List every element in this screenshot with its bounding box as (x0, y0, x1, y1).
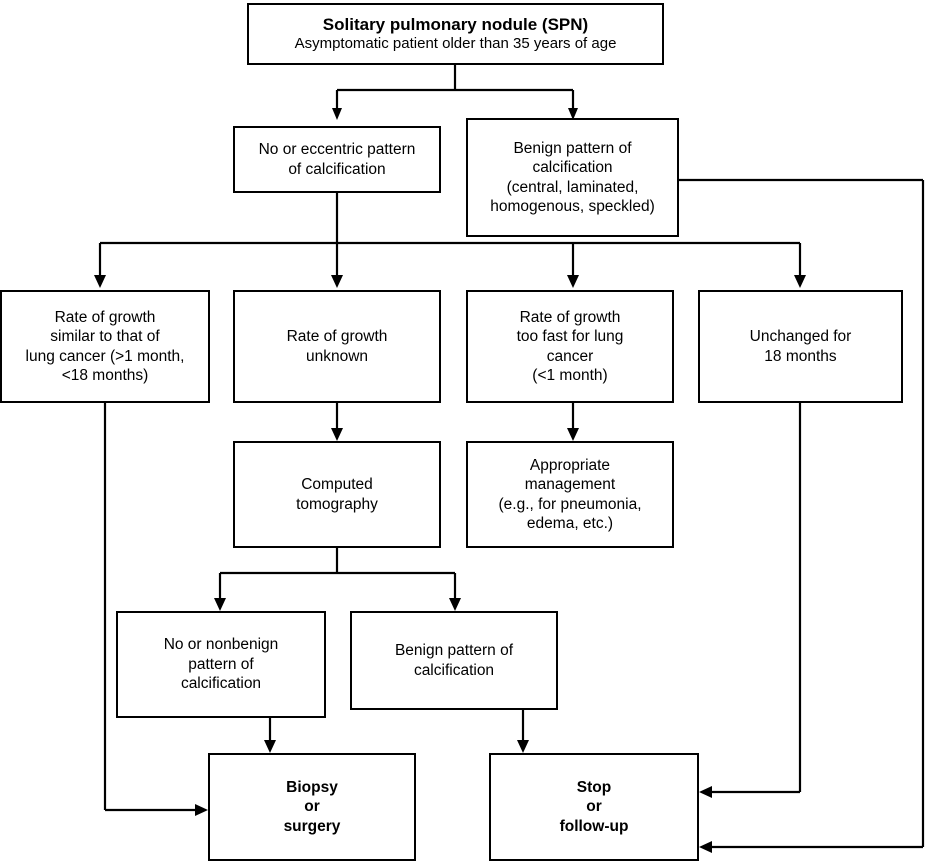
node-growth-unknown[interactable]: Rate of growth unknown (233, 290, 441, 403)
node-spn-title: Solitary pulmonary nodule (SPN) (322, 15, 589, 34)
node-spn[interactable] (247, 3, 664, 65)
node-computed-tomography[interactable]: Computed tomography (233, 441, 441, 548)
node-biopsy-or-surgery[interactable]: Biopsy or surgery (208, 753, 416, 861)
node-stop-or-follow-up[interactable]: Stop or follow-up (489, 753, 699, 861)
node-benign-pattern-calcification-2[interactable]: Benign pattern of calcification (350, 611, 558, 710)
node-no-nonbenign-calcification[interactable]: No or nonbenign pattern of calcification (116, 611, 326, 718)
node-appropriate-management[interactable]: Appropriate management (e.g., for pneumonia, edema, etc.) (466, 441, 674, 548)
node-spn-subtitle: Asymptomatic patient older than 35 years of age (294, 35, 617, 53)
node-growth-similar-lung-cancer[interactable]: Rate of growth similar to that of lung cancer (>1 month, <18 months) (0, 290, 210, 403)
node-no-eccentric-calcification[interactable]: No or eccentric pattern of calcification (233, 126, 441, 193)
node-growth-too-fast[interactable]: Rate of growth too fast for lung cancer (<1 month) (466, 290, 674, 403)
node-benign-pattern-calcification[interactable]: Benign pattern of calcification (central, laminated, homogenous, speckled) (466, 118, 679, 237)
node-unchanged-18-months[interactable]: Unchanged for 18 months (698, 290, 903, 403)
